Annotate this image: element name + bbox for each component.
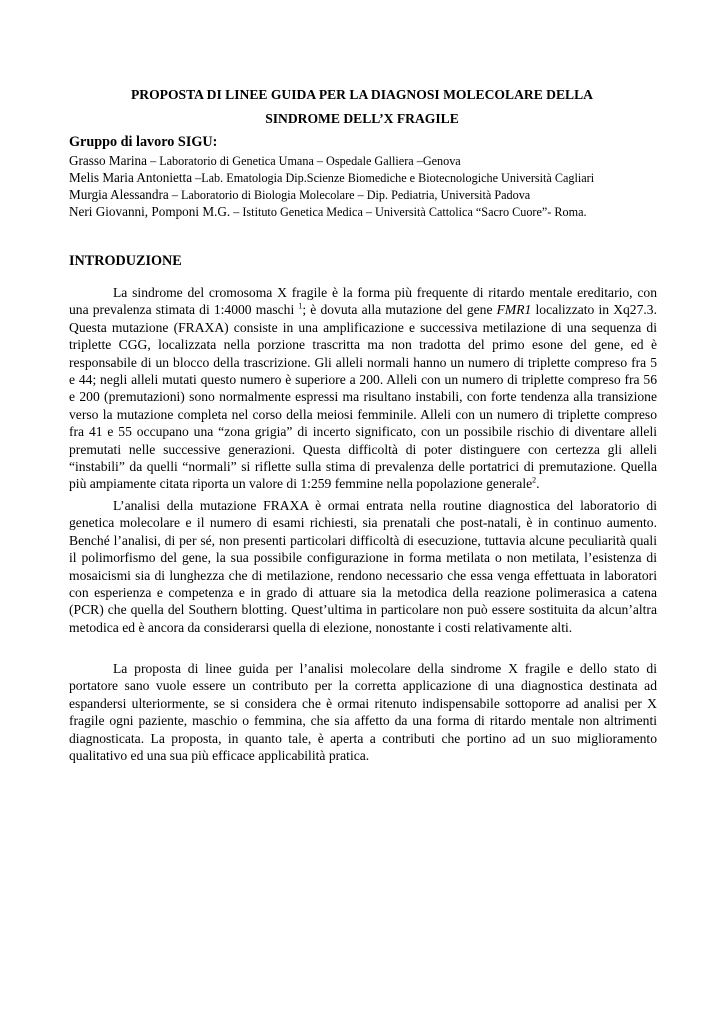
document-title-line-2: SINDROME DELL’X FRAGILE — [265, 111, 459, 126]
reference-superscript: 2 — [532, 475, 537, 485]
paragraph-text: La proposta di linee guida per l’analisi molecolare della sindrome X fragile e dello stato di portatore sano vuole essere un contributo per la corretta applicazione di una diagnostica destinata ad espandersi ulteriormente, se si considera che è ormai ritenuto indispensabile sottoporre ad analisi per X fragile ogni paziente, maschio o femmina, che sia affetto da una forma di ritardo mentale non altrimenti diagnosticata. La proposta, in quanto tale, è aperta a contributi che portino ad un suo miglioramento qualitativo ed una sua più efficace applicabilità pratica. — [69, 661, 657, 764]
paragraph-text: ; è dovuta alla mutazione del gene — [302, 302, 497, 318]
body-paragraph-2 — [69, 497, 657, 636]
paragraph-text: . — [536, 476, 540, 492]
author-line — [69, 186, 530, 204]
author-line — [69, 203, 587, 221]
author-name: Melis Maria Antonietta — [69, 170, 193, 185]
body-paragraph-1 — [69, 284, 657, 493]
paragraph-text: La sindrome del cromosoma X fragile è la forma più frequente di ritardo mentale ereditario, con una prevalenza stimata di 1:4000 maschi — [69, 285, 657, 318]
author-affiliation: – Laboratorio di Genetica Umana – Ospedale Galliera –Genova — [147, 154, 461, 168]
gene-name: FMR1 — [496, 302, 532, 318]
author-affiliation: – Laboratorio di Biologia Molecolare – Dip. Pediatria, Università Padova — [168, 188, 531, 202]
body-paragraph-3 — [69, 660, 657, 764]
document-title-line-1: PROPOSTA DI LINEE GUIDA PER LA DIAGNOSI MOLECOLARE DELLA — [130, 87, 593, 102]
author-line — [69, 169, 594, 187]
reference-superscript: 1 — [298, 301, 303, 311]
author-name: Neri Giovanni, Pomponi M.G. — [69, 204, 231, 219]
paragraph-text: localizzato in Xq27.3. Questa mutazione (FRAXA) consiste in una amplificazione e successiva metilazione di una sequenza di triplette CGG, localizzata nella porzione trascritta ma non tradotta del primo esone del gene, ed è responsabile di un blocco della trascrizione. Gli alleli normali hanno un numero di triplette compreso fra 5 e 44; negli alleli mutati questo numero è superiore a 200. Alleli con un numero di triplette compreso fra 56 e 200 (premutazioni) sono normalmente espressi ma risultano instabili, con forte tendenza alla transizione verso la mutazione completa nel corso della meiosi femminile. Alleli con un numero di triplette compreso fra 41 e 55 occupano una “zona grigia” di incerto significato, con un possibile rischio di diventare alleli premutati nelle successive generazioni. Questa difficoltà di poter distinguere con certezza gli alleli “instabili” da quelli “normali” si riflette sulla stima di prevalenza delle portatrici di premutazione. Quella più ampiamente citata riporta un valore di 1:259 femmine nella popolazione generale — [69, 302, 657, 492]
author-affiliation: – Istituto Genetica Medica – Università Cattolica “Sacro Cuore”- Roma. — [230, 205, 587, 219]
author-name: Grasso Marina — [69, 153, 148, 168]
author-name: Murgia Alessandra — [69, 187, 169, 202]
author-line — [69, 152, 461, 170]
working-group-label: Gruppo di lavoro SIGU: — [69, 134, 218, 150]
section-heading-introduction: INTRODUZIONE — [69, 253, 182, 269]
paragraph-text: L’analisi della mutazione FRAXA è ormai entrata nella routine diagnostica del laboratorio di genetica molecolare e il numero di esami richiesti, sia prenatali che post-natali, è in continuo aumento. Benché l’analisi, di per sé, non presenti particolari difficoltà di esecuzione, tuttavia alcune peculiarità quali il polimorfismo del gene, la sua possibile configurazione in forma metilata o non metilata, l’esistenza di mosaicismi sia di lunghezza che di metilazione, rendono necessario che essa venga effettuata in laboratori con esperienza e competenza e in grado di attuare sia la metodica della reazione polimerasica a catena (PCR) che quella del Southern blotting. Quest’ultima in particolare non può essere sostituita da alcun’altra metodica ed è ancora da considerarsi quella di elezione, nonostante i costi relativamente alti. — [69, 498, 657, 635]
author-affiliation: –Lab. Ematologia Dip.Scienze Biomediche e Biotecnologiche Università Cagliari — [192, 171, 595, 185]
